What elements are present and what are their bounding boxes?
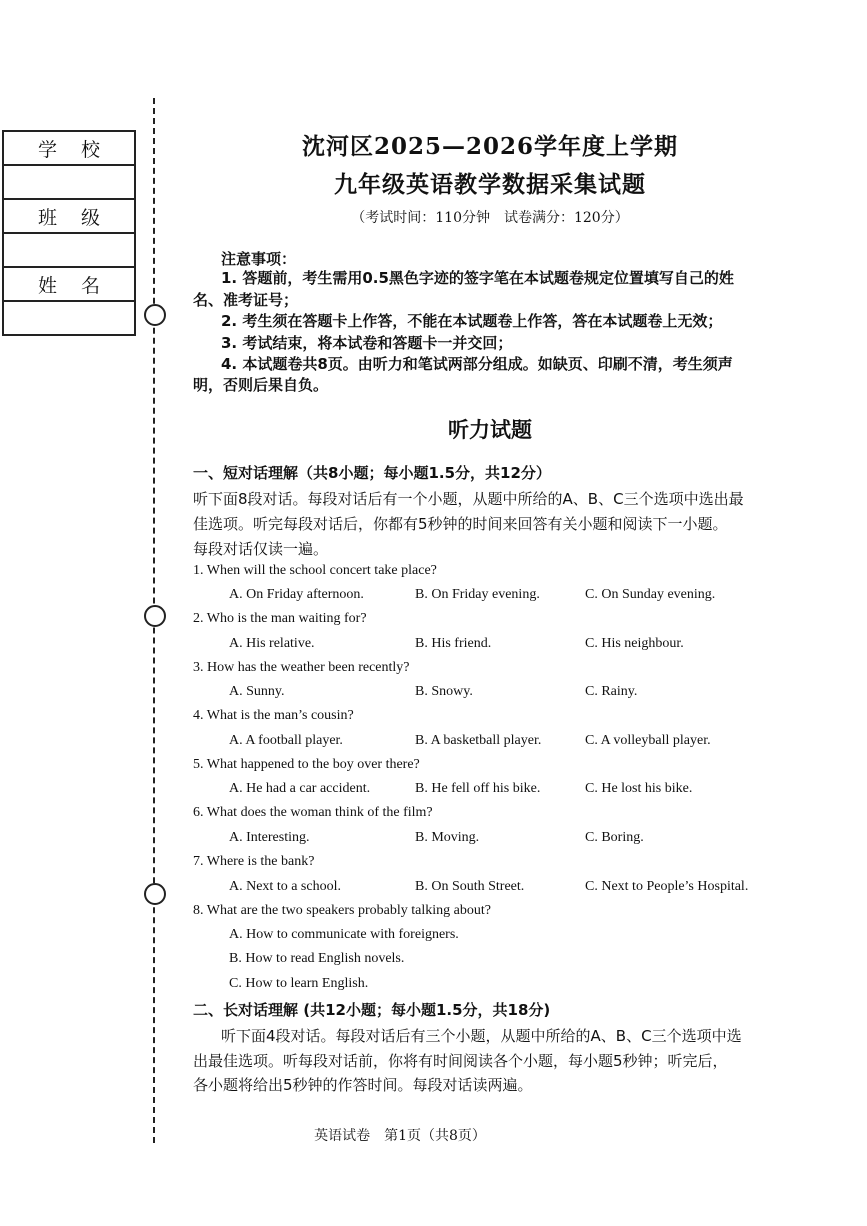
part2-instruction: 各小题将给出5秒钟的作答时间。每段对话读两遍。 (193, 1076, 533, 1094)
school-field[interactable] (4, 166, 134, 200)
notice-item: 3. 考试结束，将本试卷和答题卡一并交回； (221, 334, 513, 352)
option-3b[interactable]: B. Snowy. (415, 684, 473, 699)
option-3c[interactable]: C. Rainy. (585, 684, 638, 699)
notice-item: 明，否则后果自负。 (193, 376, 329, 394)
option-1c[interactable]: C. On Sunday evening. (585, 587, 716, 602)
option-2c[interactable]: C. His neighbour. (585, 636, 684, 651)
option-5a[interactable]: A. He had a car accident. (229, 781, 371, 796)
option-1b[interactable]: B. On Friday evening. (415, 587, 540, 602)
option-4b[interactable]: B. A basketball player. (415, 733, 542, 748)
notice-item: 4. 本试题卷共8页。由听力和笔试两部分组成。如缺页、印刷不清，考生须声 (221, 355, 733, 373)
punch-hole-icon (144, 304, 166, 326)
name-label-row (4, 268, 134, 302)
school-label-char-1: 学 (37, 138, 57, 161)
notice-item: 名、准考证号； (193, 291, 299, 309)
section-title: 听力试题 (448, 418, 532, 442)
option-6c[interactable]: C. Boring. (585, 830, 644, 845)
option-4c[interactable]: C. A volleyball player. (585, 733, 711, 748)
exam-subtitle: 九年级英语教学数据采集试题 (334, 171, 646, 198)
option-7a[interactable]: A. Next to a school. (229, 879, 341, 894)
notice-item: 1. 答题前，考生需用0.5黑色字迹的签字笔在本试题卷规定位置填写自己的姓 (221, 269, 734, 287)
notice-heading: 注意事项： (221, 250, 297, 268)
option-8c[interactable]: C. How to learn English. (229, 976, 369, 991)
option-7c[interactable]: C. Next to People’s Hospital. (585, 879, 749, 894)
notice-item: 2. 考生须在答题卡上作答，不能在本试题卷上作答，答在本试题卷上无效； (221, 312, 723, 330)
option-8b[interactable]: B. How to read English novels. (229, 951, 405, 966)
class-label-row (4, 200, 134, 234)
school-label-char-2: 校 (80, 138, 100, 161)
student-info-table (2, 130, 136, 336)
option-6a[interactable]: A. Interesting. (229, 830, 310, 845)
option-3a[interactable]: A. Sunny. (229, 684, 285, 699)
question-8: 8. What are the two speakers probably talking about? (193, 903, 491, 918)
part1-instruction: 听下面8段对话。每段对话后有一个小题，从题中所给的A、B、C三个选项中选出最 (193, 490, 744, 508)
option-4a[interactable]: A. A football player. (229, 733, 343, 748)
punch-hole-icon (144, 605, 166, 627)
question-2: 2. Who is the man waiting for? (193, 611, 367, 626)
class-label-char-2: 级 (80, 206, 100, 229)
option-5b[interactable]: B. He fell off his bike. (415, 781, 541, 796)
exam-title: 沈河区2025—2026学年度上学期 (301, 133, 679, 160)
option-2b[interactable]: B. His friend. (415, 636, 492, 651)
name-label-char-1: 姓 (37, 274, 57, 297)
part1-instruction: 佳选项。听完每段对话后，你都有5秒钟的时间来回答有关小题和阅读下一小题。 (193, 515, 728, 533)
part1-heading: 一、短对话理解（共8小题；每小题1.5分，共12分） (193, 464, 551, 482)
punch-hole-icon (144, 883, 166, 905)
option-1a[interactable]: A. On Friday afternoon. (229, 587, 364, 602)
question-6: 6. What does the woman think of the film? (193, 805, 433, 820)
question-1: 1. When will the school concert take place? (193, 563, 437, 578)
class-label-char-1: 班 (37, 206, 57, 229)
name-label-char-2: 名 (80, 274, 100, 297)
part2-instruction: 出最佳选项。听每段对话前，你将有时间阅读各个小题，每小题5秒钟；听完后， (193, 1052, 728, 1070)
school-label-row (4, 132, 134, 166)
question-3: 3. How has the weather been recently? (193, 660, 410, 675)
option-2a[interactable]: A. His relative. (229, 636, 315, 651)
name-field[interactable] (4, 302, 134, 336)
class-field[interactable] (4, 234, 134, 268)
part1-instruction: 每段对话仅读一遍。 (193, 540, 329, 558)
question-7: 7. Where is the bank? (193, 854, 315, 869)
question-4: 4. What is the man’s cousin? (193, 708, 354, 723)
option-6b[interactable]: B. Moving. (415, 830, 480, 845)
option-5c[interactable]: C. He lost his bike. (585, 781, 693, 796)
page-footer: 英语试卷 第1页（共8页） (314, 1128, 486, 1144)
part2-instruction: 听下面4段对话。每段对话后有三个小题，从题中所给的A、B、C三个选项中选 (221, 1027, 742, 1045)
option-8a[interactable]: A. How to communicate with foreigners. (229, 927, 459, 942)
part2-heading: 二、长对话理解 (共12小题；每小题1.5分，共18分) (193, 1001, 551, 1019)
option-7b[interactable]: B. On South Street. (415, 879, 525, 894)
exam-info: （考试时间：110分钟 试卷满分：120分） (351, 210, 629, 226)
question-5: 5. What happened to the boy over there? (193, 757, 420, 772)
